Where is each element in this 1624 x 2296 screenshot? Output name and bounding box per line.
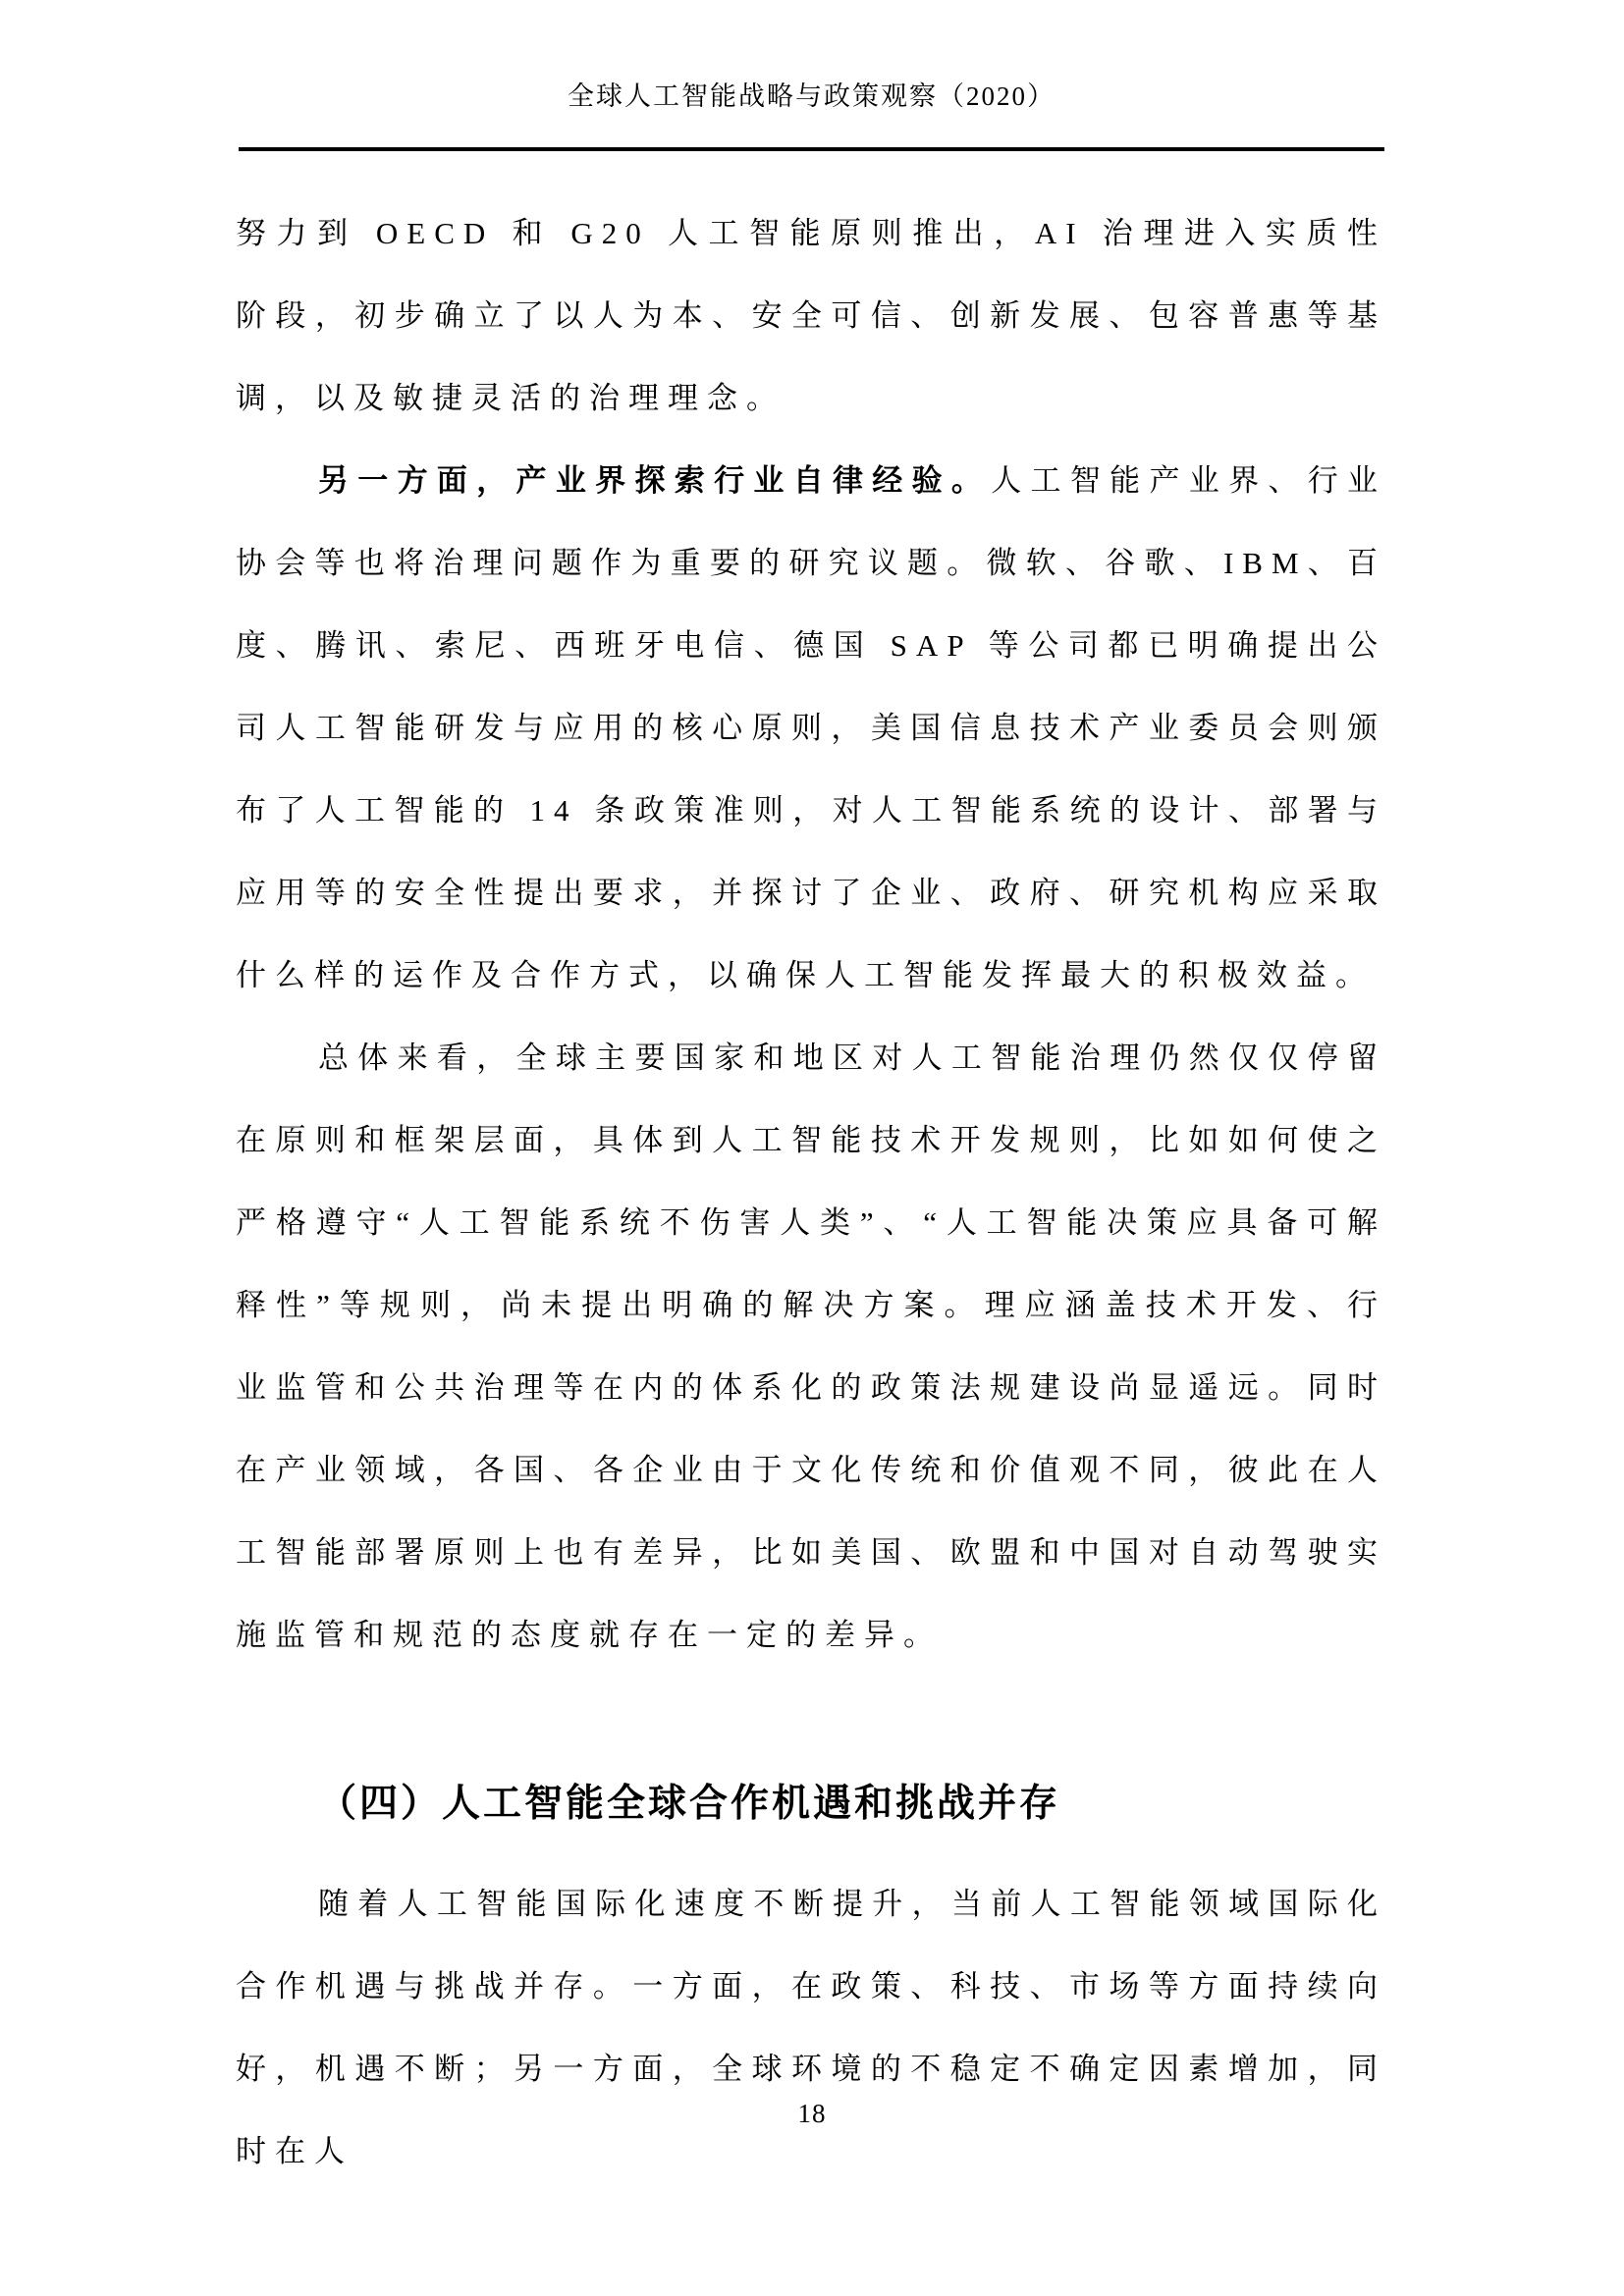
paragraph-global-cooperation [236,1863,1386,2193]
paragraph-bold-lead: 另一方面，产业界探索行业自律经验。 [318,463,992,498]
document-body [236,192,1386,2193]
paragraph-overall-assessment [236,1017,1386,1677]
paragraph-continuation-text: 努力到 OECD 和 G20 人工智能原则推出，AI 治理进入实质性阶段，初步确立了以人为本、安全可信、创新发展、包容普惠等基调，以及敏捷灵活的治理理念。 [236,216,1386,415]
header-rule-divider [239,147,1384,151]
paragraph-overall-assessment-text: 总体来看，全球主要国家和地区对人工智能治理仍然仅仅停留在原则和框架层面，具体到人工智能技术开发规则，比如如何使之严格遵守“人工智能系统不伤害人类”、“人工智能决策应具备可解释性”等规则，尚未提出明确的解决方案。理应涵盖技术开发、行业监管和公共治理等在内的体系化的政策法规建设尚显遥远。同时在产业领域，各国、各企业由于文化传统和价值观不同，彼此在人工智能部署原则上也有差异，比如美国、欧盟和中国对自动驾驶实施监管和规范的态度就存在一定的差异。 [236,1041,1386,1652]
paragraph-continuation [236,192,1386,440]
paragraph-regular-continuation: 人工智能产业界、行业协会等也将治理问题作为重要的研究议题。微软、谷歌、IBM、百度、腾讯、索尼、西班牙电信、德国 SAP 等公司都已明确提出公司人工智能研发与应用的核心原则，美国信息技术产业委员会则颁布了人工智能的 14 条政策准则，对人工智能系统的设计、部署与应用等的安全性提出要求，并探讨了企业、政府、研究机构应采取什么样的运作及合作方式，以确保人工智能发挥最大的积极效益。 [236,463,1387,992]
section-heading: （四）人工智能全球合作机遇和挑战并存 [318,1783,1061,1825]
page-header-title: 全球人工智能战略与政策观察（2020） [568,81,1056,111]
paragraph-industry-self-regulation [236,440,1386,1017]
page-number: 18 [797,2099,827,2128]
paragraph-global-cooperation-text: 随着人工智能国际化速度不断提升，当前人工智能领域国际化合作机遇与挑战并存。一方面，在政策、科技、市场等方面持续向好，机遇不断；另一方面，全球环境的不稳定不确定因素增加，同时在人 [236,1887,1386,2168]
